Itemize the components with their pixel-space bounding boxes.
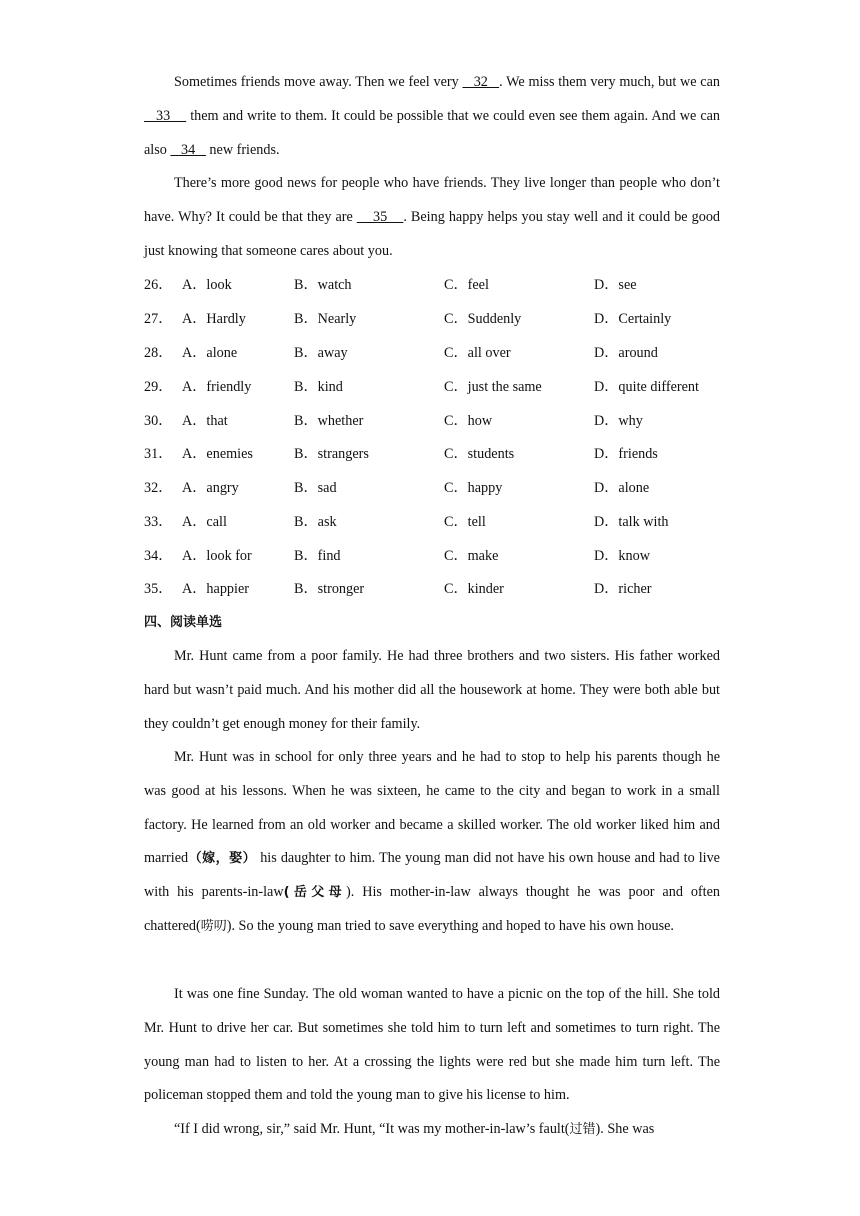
- question-27: [144, 302, 744, 336]
- question-30: [144, 404, 744, 438]
- question-34: [144, 539, 744, 573]
- option-a: A．Hardly: [182, 311, 246, 327]
- cloze-text: new friends.: [205, 141, 280, 158]
- cloze-text: them and write to them. It could be possible that we could even see them again. And we can also: [144, 107, 721, 158]
- chinese-gloss: (岳父母: [283, 885, 346, 901]
- option-c: C．feel: [444, 277, 489, 293]
- option-c: C．happy: [444, 480, 503, 496]
- reading-text: ). So the young man tried to save everything and hoped to have his own house.: [226, 917, 674, 934]
- chinese-gloss: （嫁，娶）: [188, 851, 257, 867]
- option-a: A．happier: [182, 581, 249, 597]
- reading-paragraph-4: [144, 1113, 720, 1147]
- option-c: C．just the same: [444, 379, 542, 395]
- blank-33: 33: [144, 107, 187, 124]
- option-b: B．strangers: [294, 446, 369, 462]
- reading-paragraph-2: [144, 741, 720, 944]
- option-a: A．that: [182, 413, 228, 429]
- cloze-text: . Being happy helps you stay well and it could be good just knowing that someone cares about you.: [144, 208, 721, 259]
- blank-34: 34: [170, 141, 206, 158]
- option-b: B．ask: [294, 514, 337, 530]
- option-b: B．find: [294, 548, 341, 564]
- cloze-text: There’s more good news for people who have friends. They live longer than people who don’t have. Why? It could be that they are: [144, 175, 720, 225]
- question-33: [144, 505, 744, 539]
- question-32: [144, 471, 744, 505]
- blank-32: 32: [462, 74, 500, 90]
- option-b: B．Nearly: [294, 311, 357, 327]
- question-number: 32．: [144, 480, 173, 496]
- option-d: D．around: [594, 345, 658, 361]
- question-number: 27．: [144, 311, 173, 327]
- question-number: 34．: [144, 548, 173, 564]
- section-heading: 四、阅读单选: [144, 615, 223, 630]
- option-c: C．how: [444, 413, 493, 429]
- option-c: C．Suddenly: [444, 311, 522, 327]
- option-c: C．students: [444, 446, 515, 462]
- question-31: [144, 437, 744, 471]
- reading-text: ). His mother-in-law always thought he was poor and often chattered(: [144, 884, 720, 934]
- question-number: 33．: [144, 514, 173, 530]
- option-a: A．enemies: [182, 446, 253, 462]
- option-b: B．sad: [294, 480, 337, 496]
- option-d: D．talk with: [594, 514, 669, 530]
- question-number: 26．: [144, 277, 173, 293]
- option-a: A．friendly: [182, 379, 252, 395]
- reading-text: ). She was: [595, 1121, 655, 1137]
- chinese-gloss: 过错: [569, 1122, 596, 1137]
- option-b: B．stronger: [294, 581, 365, 597]
- question-number: 35．: [144, 581, 173, 597]
- option-a: A．look: [182, 277, 232, 293]
- option-a: A．look for: [182, 548, 252, 564]
- option-c: C．tell: [444, 514, 486, 530]
- option-c: C．make: [444, 548, 499, 564]
- question-number: 29．: [144, 379, 173, 395]
- option-d: D．Certainly: [594, 311, 672, 327]
- question-number: 31．: [144, 446, 173, 462]
- option-d: D．see: [594, 277, 637, 293]
- option-b: B．kind: [294, 379, 343, 395]
- chinese-gloss: 唠叨: [200, 918, 227, 934]
- question-26: [144, 268, 744, 302]
- reading-paragraph-3: [144, 978, 720, 1113]
- option-d: D．know: [594, 548, 650, 564]
- option-d: D．why: [594, 413, 643, 429]
- option-b: B．whether: [294, 413, 364, 429]
- question-29: [144, 370, 744, 404]
- cloze-text: Sometimes friends move away. Then we feel very: [174, 74, 463, 90]
- question-number: 30．: [144, 413, 173, 429]
- option-a: A．angry: [182, 480, 239, 496]
- option-b: B．away: [294, 345, 348, 361]
- option-a: A．call: [182, 514, 227, 530]
- cloze-paragraph-1: [144, 66, 720, 167]
- reading-text: his daughter to him. The young man did not have his own house and had to live with his parents-in-law: [144, 850, 720, 901]
- option-d: D．alone: [594, 480, 650, 496]
- reading-paragraph-1: [144, 640, 720, 741]
- reading-text: Mr. Hunt came from a poor family. He had three brothers and two sisters. His father worked hard but wasn’t paid much. And his mother did all the housework at home. They were both able but they couldn’t get enough money for their family.: [144, 648, 720, 732]
- question-number: 28．: [144, 345, 173, 361]
- option-c: C．all over: [444, 345, 511, 361]
- reading-text: “If I did wrong, sir,” said Mr. Hunt, “It was my mother-in-law’s fault(: [174, 1121, 570, 1137]
- reading-text: It was one fine Sunday. The old woman wanted to have a picnic on the top of the hill. She told Mr. Hunt to drive her car. But sometimes she told him to turn left and sometimes to turn right. The young man had to listen to her. At a crossing the lights were red but she made him turn left. The policeman stopped them and told the young man to give his license to him.: [144, 986, 720, 1104]
- cloze-text: . We miss them very much, but we can: [499, 74, 720, 90]
- question-35: [144, 572, 744, 606]
- option-a: A．alone: [182, 345, 238, 361]
- option-d: D．richer: [594, 581, 652, 597]
- option-d: D．friends: [594, 446, 658, 462]
- question-28: [144, 336, 744, 370]
- cloze-paragraph-2: [144, 167, 720, 268]
- option-b: B．watch: [294, 277, 352, 293]
- option-d: D．quite different: [594, 379, 699, 395]
- reading-text: Mr. Hunt was in school for only three years and he had to stop to help his parents though he was good at his lessons. When he was sixteen, he came to the city and began to work in a small factory. He learned from an old worker and became a skilled worker. The old worker liked him and married: [144, 749, 720, 867]
- option-c: C．kinder: [444, 581, 504, 597]
- blank-35: 35: [356, 208, 404, 225]
